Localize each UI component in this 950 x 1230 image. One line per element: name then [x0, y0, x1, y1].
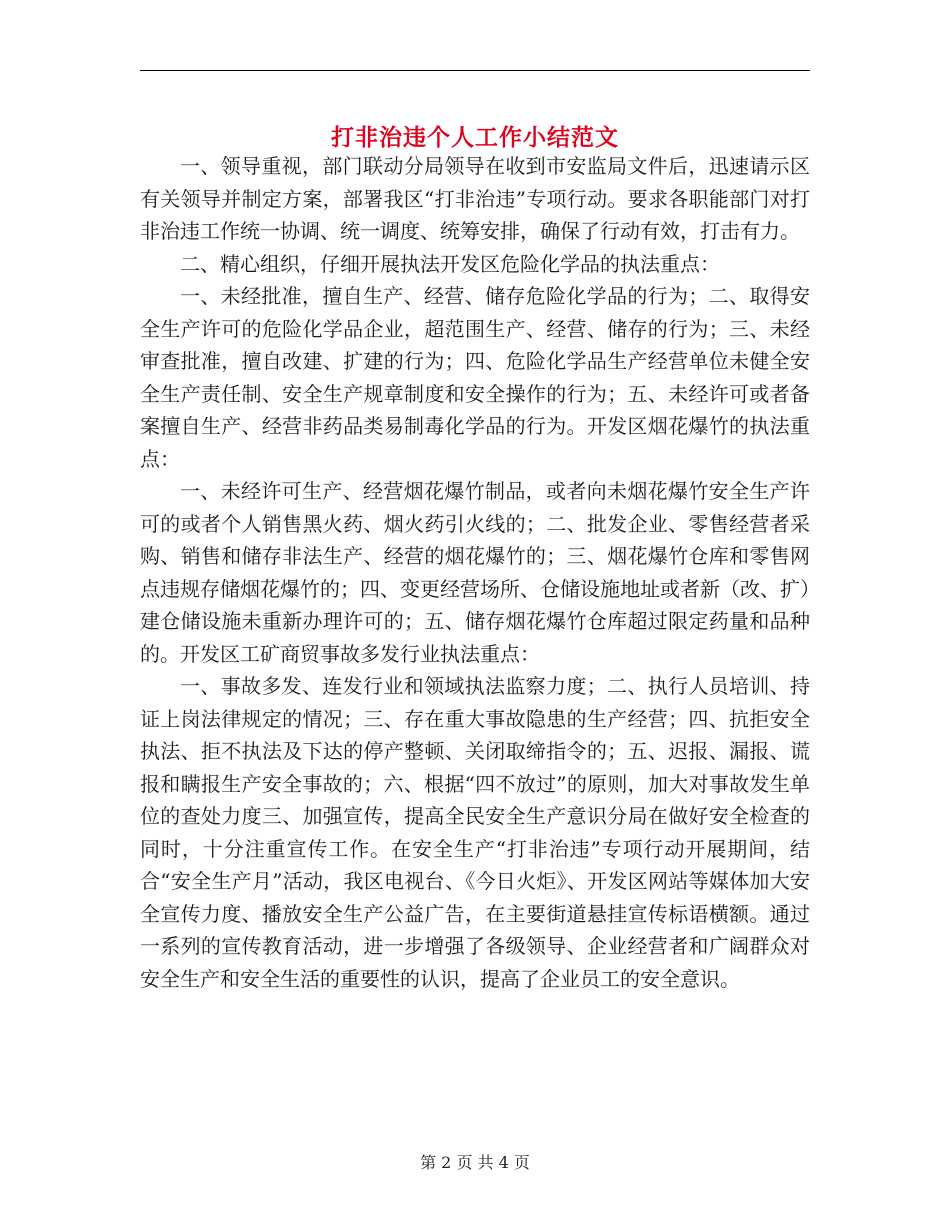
paragraph-3: 一、未经批准，擅自生产、经营、储存危险化学品的行为；二、取得安全生产许可的危险化学品企业，超范围生产、经营、储存的行为；三、未经审查批准，擅自改建、扩建的行为；四、危险化学品生产经营单位未健全安全生产责任制、安全生产规章制度和安全操作的行为；五、未经许可或者备案擅自生产、经营非药品类易制毒化学品的行为。开发区烟花爆竹的执法重点：	[140, 284, 810, 471]
header-rule	[140, 70, 810, 71]
document-body	[140, 150, 810, 995]
paragraph-1: 一、领导重视，部门联动分局领导在收到市安监局文件后，迅速请示区有关领导并制定方案，部署我区“打非治违”专项行动。要求各职能部门对打非治违工作统一协调、统一调度、统筹安排，确保了行动有效，打击有力。	[140, 154, 810, 243]
paragraph-4: 一、未经许可生产、经营烟花爆竹制品，或者向未烟花爆竹安全生产许可的或者个人销售黑火药、烟火药引火线的；二、批发企业、零售经营者采购、销售和储存非法生产、经营的烟花爆竹的；三、烟花爆竹仓库和零售网点违规存储烟花爆竹的；四、变更经营场所、仓储设施地址或者新（改、扩）建仓储设施未重新办理许可的；五、储存烟花爆竹仓库超过限定药量和品种的。开发区工矿商贸事故多发行业执法重点：	[140, 479, 810, 666]
document-page	[140, 0, 810, 1230]
paragraph-2: 二、精心组织，仔细开展执法开发区危险化学品的执法重点：	[180, 251, 720, 276]
page-number-footer: 第 2 页 共 4 页	[420, 1153, 530, 1172]
document-title: 打非治违个人工作小结范文	[331, 124, 619, 152]
paragraph-5: 一、事故多发、连发行业和领域执法监察力度；二、执行人员培训、持证上岗法律规定的情况；三、存在重大事故隐患的生产经营；四、抗拒安全执法、拒不执法及下达的停产整顿、关闭取缔指令的；五、迟报、漏报、谎报和瞒报生产安全事故的；六、根据“四不放过”的原则，加大对事故发生单位的查处力度三、加强宣传，提高全民安全生产意识分局在做好安全检查的同时，十分注重宣传工作。在安全生产“打非治违”专项行动开展期间，结合“安全生产月”活动，我区电视台、《今日火炬》、开发区网站等媒体加大安全宣传力度、播放安全生产公益广告，在主要街道悬挂宣传标语横额。通过一系列的宣传教育活动，进一步增强了各级领导、企业经营者和广阔群众对安全生产和安全生活的重要性的认识，提高了企业员工的安全意识。	[140, 674, 810, 991]
